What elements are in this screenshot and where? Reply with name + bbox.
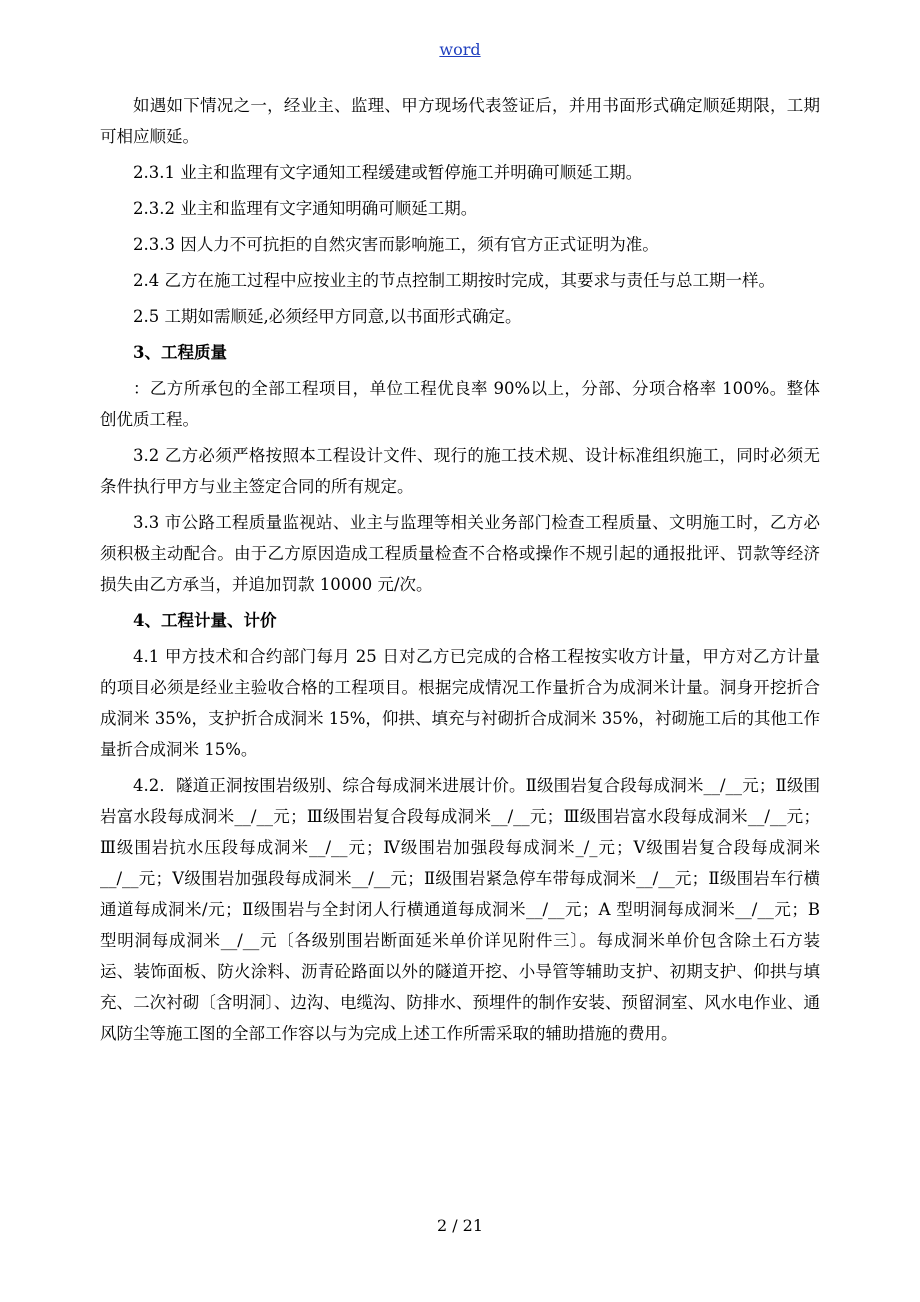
page-number: 2 / 21 (436, 1216, 484, 1235)
paragraph: 3.2 乙方必须严格按照本工程设计文件、现行的施工技术规、设计标准组织施工，同时必须无条件执行甲方与业主签定合同的所有规定。 (100, 446, 820, 496)
paragraph: 3.3 市公路工程质量监视站、业主与监理等相关业务部门检查工程质量、文明施工时，乙方必须积极主动配合。由于乙方原因造成工程质量检查不合格或操作不规引起的通报批评、罚款等经济损失由乙方承当，并追加罚款 10000 元/次。 (100, 513, 820, 594)
paragraph: 如遇如下情况之一，经业主、监理、甲方现场代表签证后，并用书面形式确定顺延期限，工期可相应顺延。 (100, 96, 820, 146)
section-heading: 4、工程计量、计价 (133, 611, 277, 630)
paragraph: 4.2．隧道正洞按围岩级别、综合每成洞米进展计价。Ⅱ级围岩复合段每成洞米__/__元；Ⅱ级围岩富水段每成洞米__/__元；Ⅲ级围岩复合段每成洞米__/__元；Ⅲ级围岩富水段每成洞米__/__元；Ⅲ级围岩抗水压段每成洞米__/__元；Ⅳ级围岩加强段每成洞米_/_元；Ⅴ级围岩复合段每成洞米 __/__元；Ⅴ级围岩加强段每成洞米__/__元；Ⅱ级围岩紧急停车带每成洞米__/__元；Ⅱ级围岩车行横通道每成洞米/元；Ⅱ级围岩与全封闭人行横通道每成洞米__/__元；A 型明洞每成洞米__/__元；B 型明洞每成洞米__/__元〔各级别围岩断面延米单价详见附件三〕。每成洞米单价包含除土石方装运、装饰面板、防火涂料、沥青砼路面以外的隧道开挖、小导管等辅助支护、初期支护、仰拱与填充、二次衬砌〔含明洞〕、边沟、电缆沟、防排水、预埋件的制作安装、预留洞室、风水电作业、通风防尘等施工图的全部工作容以与为完成上述工作所需采取的辅助措施的费用。 (100, 776, 820, 1043)
paragraph: 2.3.1 业主和监理有文字通知工程缓建或暂停施工并明确可顺延工期。 (133, 163, 643, 182)
paragraph: 2.4 乙方在施工过程中应按业主的节点控制工期按时完成，其要求与责任与总工期一样。 (133, 271, 775, 290)
document-body (100, 90, 820, 1054)
paragraph: 2.5 工期如需顺延,必须经甲方同意,以书面形式确定。 (133, 307, 522, 326)
page-header[interactable]: word (439, 40, 481, 59)
paragraph: 2.3.3 因人力不可抗拒的自然灾害而影响施工，须有官方正式证明为准。 (133, 235, 659, 254)
section-heading: 3、工程质量 (133, 343, 227, 362)
paragraph: ：乙方所承包的全部工程项目，单位工程优良率 90%以上，分部、分项合格率 100%。整体创优质工程。 (100, 379, 820, 429)
paragraph: 2.3.2 业主和监理有文字通知明确可顺延工期。 (133, 199, 478, 218)
paragraph: 4.1 甲方技术和合约部门每月 25 日对乙方已完成的合格工程按实收方计量，甲方对乙方计量的项目必须是经业主验收合格的工程项目。根据完成情况工作量折合为成洞米计量。洞身开挖折合成洞米 35%，支护折合成洞米 15%，仰拱、填充与衬砌折合成洞米 35%，衬砌施工后的其他工作量折合成洞米 15%。 (100, 647, 820, 759)
